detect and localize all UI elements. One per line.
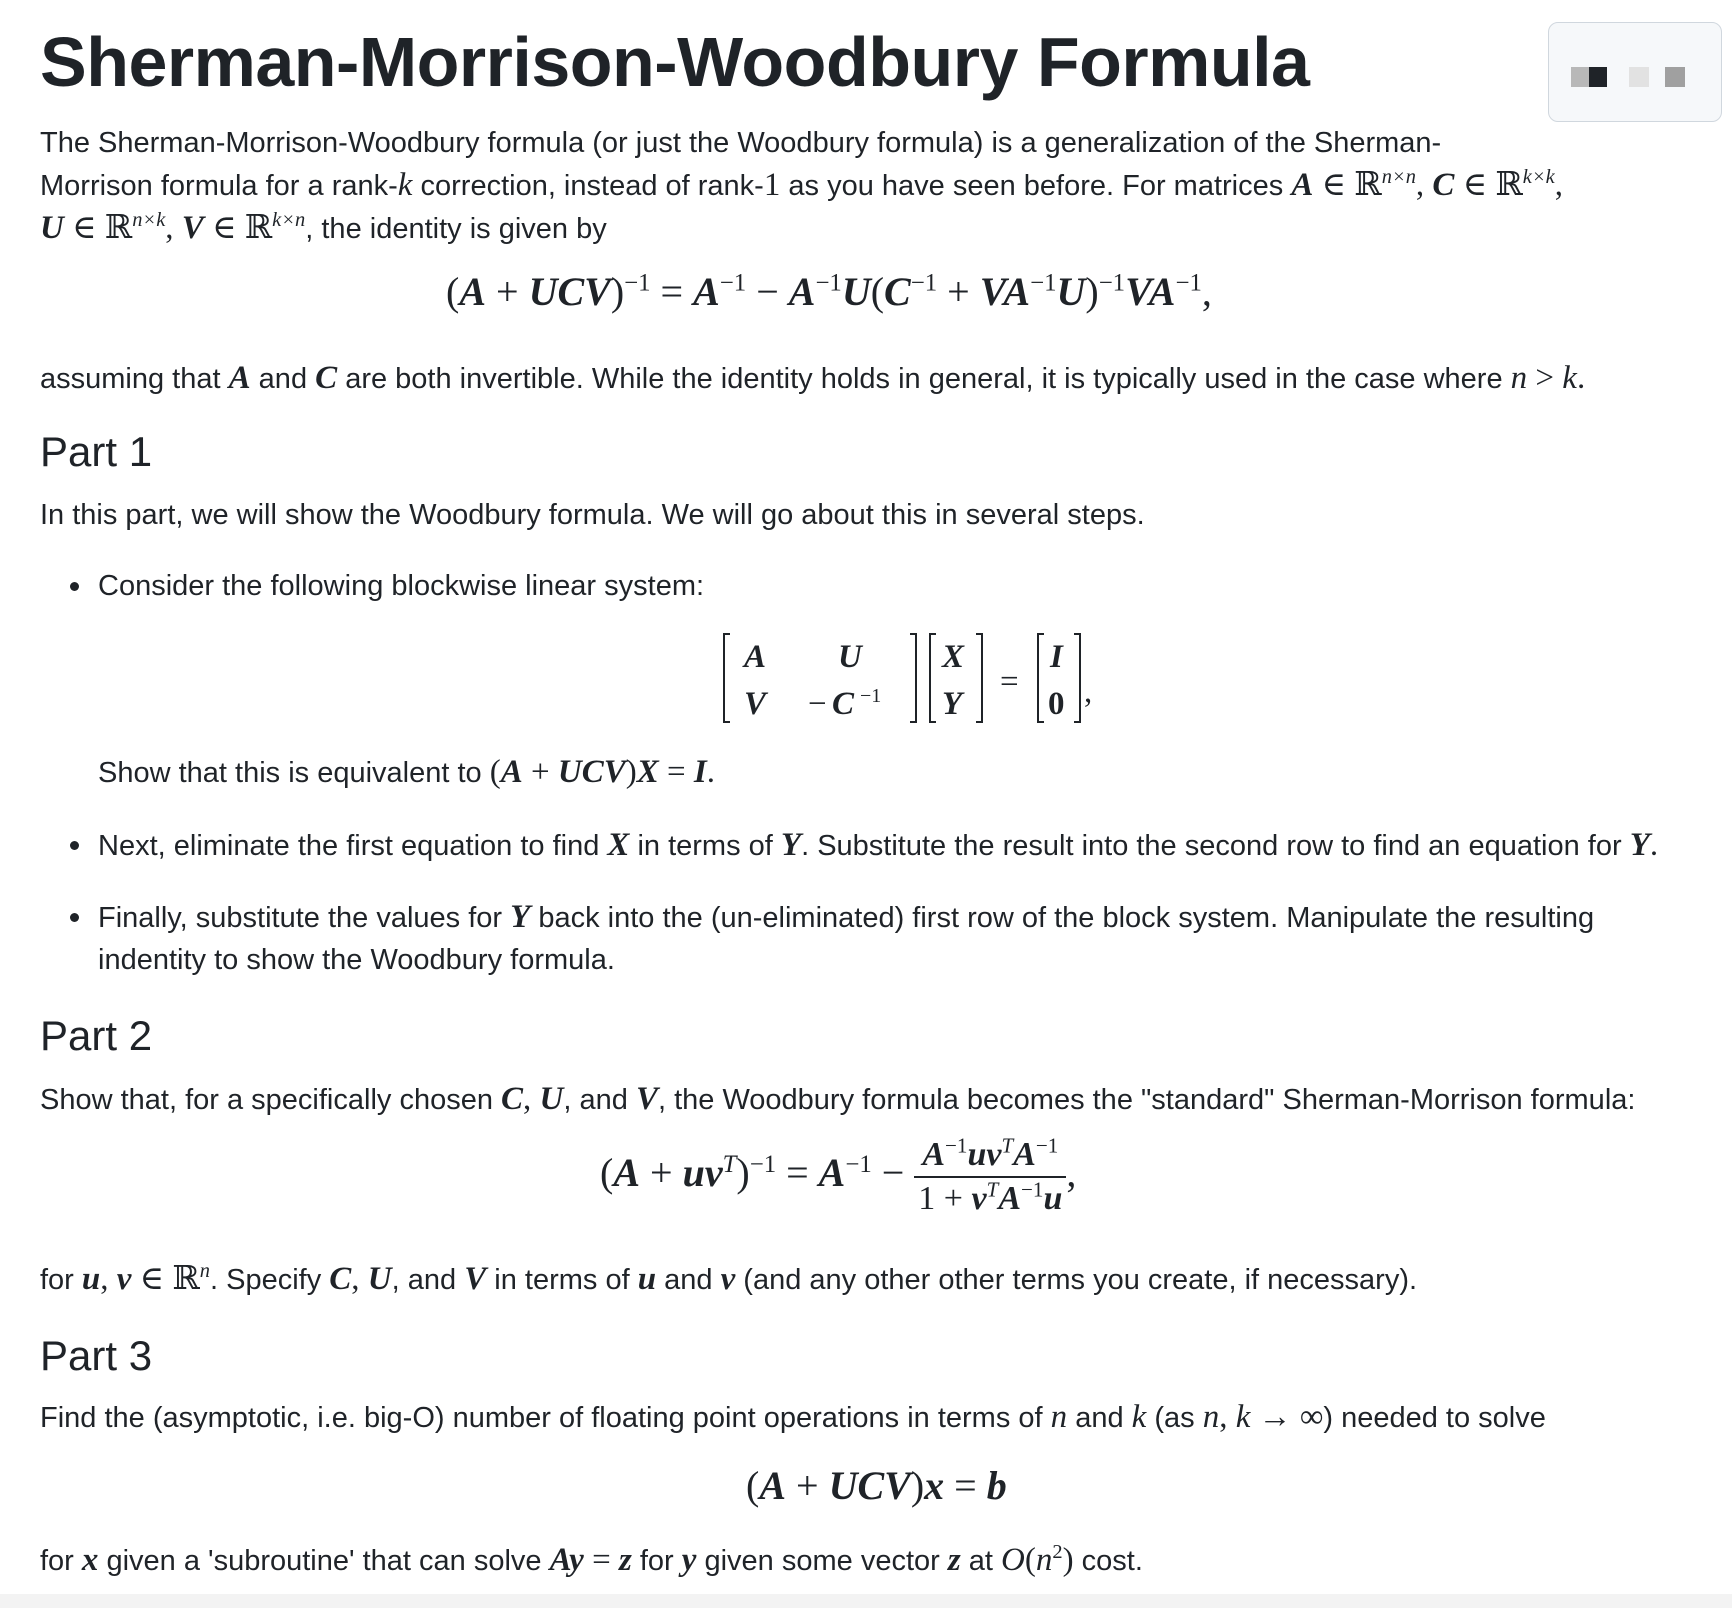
- svg-text:I: I: [1050, 639, 1063, 675]
- layout-toggle-icon: [1571, 67, 1589, 87]
- sherman-morrison-fraction: $\frac{A^{-1}uv^TA^{-1}}{1 + v^TA^{-1}u}$: [914, 1136, 1066, 1218]
- intro-line-3: U ∈ ℝ$^{n\times k}$, V ∈ ℝ$^{k\times n}$, the identity is given by: [40, 209, 607, 246]
- svg-text:V: V: [744, 686, 767, 722]
- svg-text:X: X: [942, 639, 965, 675]
- svg-text:=: =: [1000, 664, 1019, 700]
- part2-text: Show that, for a specifically chosen C, U, and V, the Woodbury formula becomes the "standard" Sherman-Morrison formula:: [40, 1081, 1636, 1117]
- part1-show-equivalent: Show that this is equivalent to (A + UCV)X = I.: [98, 754, 715, 790]
- svg-text:0: 0: [1048, 686, 1065, 722]
- page-title: Sherman-Morrison-Woodbury Formula: [40, 23, 1310, 101]
- bottom-edge: [0, 1594, 1732, 1608]
- part3-after: for x given a 'subroutine' that can solve Ay = z for y given some vector z at $O(n^2)$ cost.: [40, 1541, 1143, 1578]
- part3-heading: Part 3: [40, 1332, 153, 1379]
- layout-toggle-icon-mid: [1665, 67, 1685, 87]
- part1-bullet1: Consider the following blockwise linear system:: [98, 570, 705, 602]
- bullet-marker: [70, 582, 79, 591]
- part1-bullet2: Next, eliminate the first equation to find X in terms of Y. Substitute the result into the second row to find an equation for Y.: [98, 827, 1659, 863]
- intro-assumption: assuming that A and C are both invertible. While the identity holds in general, it is typically used in the case where n > k.: [40, 360, 1586, 396]
- part3-equation: (A + UCV)x = b: [746, 1463, 1007, 1508]
- svg-text:A: A: [744, 639, 767, 675]
- svg-text:Y: Y: [942, 686, 963, 722]
- part2-heading: Part 2: [40, 1012, 153, 1059]
- part1-heading: Part 1: [40, 428, 153, 475]
- svg-text:U: U: [838, 639, 862, 675]
- part3-text: Find the (asymptotic, i.e. big-O) number of floating point operations in terms of n and k (as n, k → ∞) needed to solve: [40, 1399, 1546, 1435]
- woodbury-equation: $(A + UCV)^{-1} = A^{-1} - A^{-1}U(C^{-1} + VA^{-1}U)^{-1}VA^{-1}$,: [446, 269, 1212, 314]
- intro-line-1: The Sherman-Morrison-Woodbury formula (or just the Woodbury formula) is a generalization of the Sherman-: [40, 127, 1442, 159]
- svg-text:−: −: [808, 686, 827, 722]
- intro-line-2: Morrison formula for a rank-k correction, instead of rank-1 as you have seen before. For matrices A ∈ ℝ$^{n\times n}$, C ∈ ℝ$^{k\times k}$,: [40, 166, 1563, 203]
- layout-toggle-icon-light: [1629, 67, 1649, 87]
- bullet-marker: [70, 841, 79, 850]
- svg-text:,: ,: [1084, 674, 1093, 710]
- part1-bullet3-cont: indentity to show the Woodbury formula.: [98, 944, 615, 976]
- svg-text:−1: −1: [860, 685, 882, 707]
- svg-text:C: C: [832, 686, 855, 722]
- layout-toggle-icon-dark: [1589, 67, 1607, 87]
- block-system-equation: [720, 630, 1120, 726]
- part2-after: for u, v ∈ ℝ$^n$. Specify C, U, and V in terms of u and v (and any other other terms you create, if necessary).: [40, 1260, 1418, 1297]
- part1-intro: In this part, we will show the Woodbury formula. We will go about this in several steps.: [40, 499, 1145, 531]
- sherman-morrison-equation: $(A + uv^T)^{-1} = A^{-1}$ − $\frac{A^{-1}uv^TA^{-1}}{1 + v^TA^{-1}u}$ ,: [600, 1133, 1077, 1217]
- view-toggle-button[interactable]: [1548, 22, 1722, 122]
- part1-bullet3: Finally, substitute the values for Y back into the (un-eliminated) first row of the block system. Manipulate the resulting: [98, 899, 1595, 935]
- bullet-marker: [70, 913, 79, 922]
